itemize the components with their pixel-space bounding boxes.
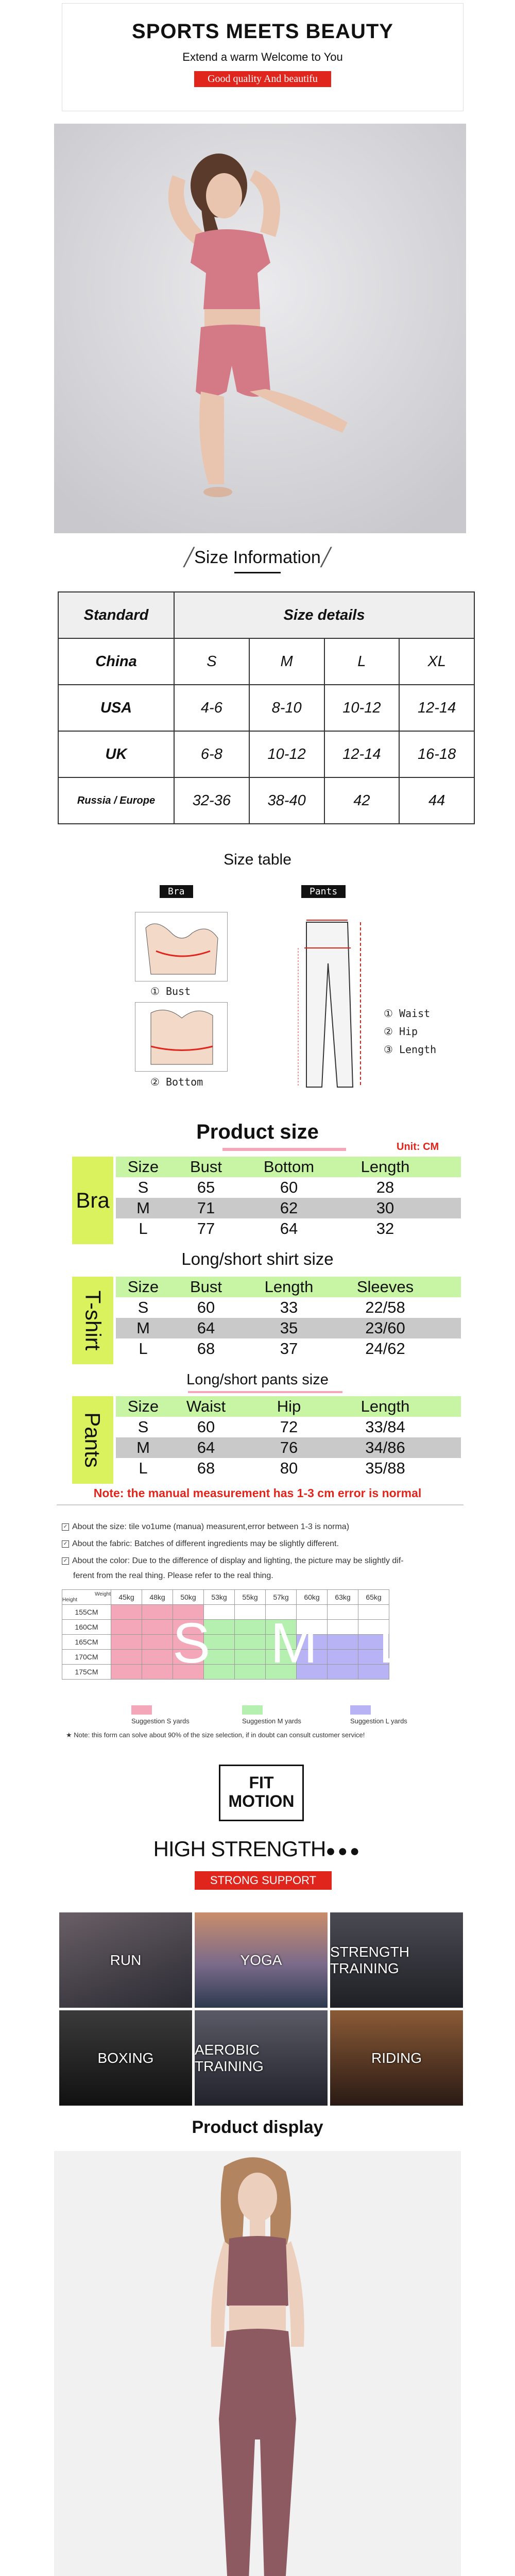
height-header: 175CM xyxy=(62,1665,111,1680)
sport-tile-yoga xyxy=(195,1912,328,2008)
size-row xyxy=(116,1318,461,1338)
dots-icon: ●●● xyxy=(325,1841,362,1860)
bra-side-text: Bra xyxy=(76,1188,110,1212)
size-cell: 35 xyxy=(280,1319,298,1337)
size-cell: 60 xyxy=(197,1418,215,1436)
size-cell: M xyxy=(136,1319,150,1337)
bust-label: ① Bust xyxy=(150,985,191,997)
height-header: 170CM xyxy=(62,1650,111,1665)
height-header: 155CM xyxy=(62,1605,111,1620)
size-row xyxy=(116,1177,461,1198)
size-cell: S xyxy=(138,1178,149,1196)
height-weight-chart xyxy=(62,1589,458,1682)
size-header-cell: Waist xyxy=(186,1397,226,1415)
size-cell: 65 xyxy=(197,1178,215,1196)
sport-label: STRENGTH TRAINING xyxy=(330,1943,409,1976)
size-header-cell: Bust xyxy=(190,1158,222,1176)
checkbox-icon: ✓ xyxy=(62,1523,69,1531)
chart-footnote: ★ Note: this form can solve about 90% of the size selection, if in doubt can consult customer service! xyxy=(66,1731,365,1739)
size-cell: 30 xyxy=(376,1199,394,1217)
sport-tile-boxing xyxy=(59,2010,192,2106)
size-cell: 64 xyxy=(280,1219,298,1238)
size-info-heading: ╱Size Information╱ xyxy=(183,548,332,567)
chart-cell xyxy=(111,1665,142,1680)
table-cell: 44 xyxy=(399,777,474,824)
chart-cell xyxy=(328,1665,358,1680)
table-cell: XL xyxy=(399,638,474,685)
legend-l-swatch xyxy=(350,1705,371,1715)
banner-tag: Good quality And beautifu xyxy=(194,71,331,87)
title-underline xyxy=(222,1148,346,1151)
pants-side-text: Pants xyxy=(81,1412,105,1468)
legend-m-label: Suggestion M yards xyxy=(242,1717,301,1725)
weight-header: 53kg xyxy=(204,1590,235,1605)
size-cell: 33/84 xyxy=(365,1418,405,1436)
table-row xyxy=(58,638,474,685)
size-cell: 37 xyxy=(280,1340,298,1358)
size-cell: 34/86 xyxy=(365,1438,405,1456)
legend-m-swatch xyxy=(242,1705,263,1715)
sport-label: RUN xyxy=(110,1952,142,1968)
size-row xyxy=(116,1437,461,1458)
size-cell: 22/58 xyxy=(365,1298,405,1316)
chart-cell xyxy=(235,1620,266,1635)
about-fabric-text: About the fabric: Batches of different ingredients may be slightly different. xyxy=(72,1539,339,1548)
size-cell: M xyxy=(136,1199,150,1217)
hero-photo xyxy=(54,124,466,533)
row-label: USA xyxy=(58,685,174,731)
row-label: Russia / Europe xyxy=(58,777,174,824)
size-row xyxy=(116,1297,461,1318)
corner-height: Height xyxy=(62,1597,77,1603)
chart-cell xyxy=(328,1605,358,1620)
chart-cell xyxy=(328,1620,358,1635)
row-label: China xyxy=(58,638,174,685)
divider xyxy=(57,1504,464,1505)
size-header-cell: Length xyxy=(360,1158,410,1176)
table-cell: S xyxy=(174,638,249,685)
size-cell: 76 xyxy=(280,1438,298,1456)
size-header-cell: Bottom xyxy=(263,1158,315,1176)
chart-cell xyxy=(235,1605,266,1620)
product-size-title: Product size xyxy=(196,1121,319,1143)
table-row xyxy=(58,731,474,777)
size-cell: L xyxy=(139,1459,148,1477)
table-row xyxy=(58,777,474,824)
table-cell: 10-12 xyxy=(324,685,400,731)
table-cell: 10-12 xyxy=(249,731,324,777)
shirt-side-label xyxy=(72,1277,113,1364)
chart-cell xyxy=(328,1635,358,1650)
size-row xyxy=(116,1417,461,1437)
fit-headline-wrap xyxy=(0,1837,515,1861)
size-header-row xyxy=(116,1396,461,1417)
size-row xyxy=(116,1198,461,1218)
size-cell: L xyxy=(139,1219,148,1238)
waist-label: ① Waist xyxy=(384,1007,431,1020)
header-size-details: Size details xyxy=(174,592,474,638)
product-display-title: Product display xyxy=(192,2117,323,2137)
logo-line1: FIT xyxy=(249,1773,274,1792)
banner-subtitle: Extend a warm Welcome to You xyxy=(182,50,343,63)
sport-label: AEROBIC TRAINING xyxy=(195,2041,264,2074)
chart-cell xyxy=(235,1635,266,1650)
legend-l-label: Suggestion L yards xyxy=(350,1717,407,1725)
sport-tile-run xyxy=(59,1912,192,2008)
size-cell: 71 xyxy=(197,1199,215,1217)
height-weight-table xyxy=(62,1589,389,1680)
size-cell: 23/60 xyxy=(365,1319,405,1337)
size-header-cell: Length xyxy=(264,1278,314,1296)
table-cell: 38-40 xyxy=(249,777,324,824)
pants-title-underline xyxy=(188,1391,342,1393)
length-label: ③ Length xyxy=(384,1043,437,1056)
size-cell: 64 xyxy=(197,1319,215,1337)
shirt-side-text: T-shirt xyxy=(81,1290,106,1351)
bottom-label: ② Bottom xyxy=(150,1076,203,1088)
size-cell: 24/62 xyxy=(365,1340,405,1358)
chart-cell xyxy=(235,1650,266,1665)
chart-cell xyxy=(111,1620,142,1635)
table-cell: L xyxy=(324,638,400,685)
size-table-title: Size table xyxy=(224,851,291,868)
pants-label: Pants xyxy=(301,885,346,898)
about-size xyxy=(62,1522,349,1532)
weight-header: 63kg xyxy=(328,1590,358,1605)
chart-cell xyxy=(328,1650,358,1665)
size-cell: 72 xyxy=(280,1418,298,1436)
weight-header: 48kg xyxy=(142,1590,173,1605)
product-photo xyxy=(54,2151,461,2576)
chart-cell xyxy=(111,1650,142,1665)
size-cell: 77 xyxy=(197,1219,215,1238)
table-cell: 32-36 xyxy=(174,777,249,824)
size-header-cell: Size xyxy=(127,1158,159,1176)
size-cell: 32 xyxy=(376,1219,394,1238)
weight-header: 50kg xyxy=(173,1590,204,1605)
row-label: UK xyxy=(58,731,174,777)
size-cell: 62 xyxy=(280,1199,298,1217)
table-cell: 12-14 xyxy=(399,685,474,731)
shirt-size-title: Long/short shirt size xyxy=(181,1249,334,1268)
size-cell: S xyxy=(138,1418,149,1436)
size-cell: 64 xyxy=(197,1438,215,1456)
checkbox-icon: ✓ xyxy=(62,1557,69,1565)
chart-cell xyxy=(235,1665,266,1680)
size-cell: 68 xyxy=(197,1459,215,1477)
legend-s-label: Suggestion S yards xyxy=(131,1717,190,1725)
chart-cell xyxy=(142,1620,173,1635)
size-row xyxy=(116,1458,461,1479)
chart-cell xyxy=(111,1635,142,1650)
bottom-diagram xyxy=(135,1002,228,1072)
measurement-note: Note: the manual measurement has 1-3 cm error is normal xyxy=(93,1486,422,1500)
table-cell: 6-8 xyxy=(174,731,249,777)
banner-title: SPORTS MEETS BEAUTY xyxy=(132,20,393,43)
heading-underline xyxy=(234,572,281,573)
corner-weight: Weight xyxy=(95,1591,111,1597)
chart-cell xyxy=(111,1605,142,1620)
size-header-cell: Hip xyxy=(277,1397,301,1415)
size-cell: 80 xyxy=(280,1459,298,1477)
size-cell: 60 xyxy=(280,1178,298,1196)
size-header-row xyxy=(116,1157,461,1177)
size-header-cell: Size xyxy=(127,1278,159,1296)
about-size-text: About the size: tile vo1ume (manua) measurent,error between 1-3 is norma) xyxy=(72,1522,350,1531)
support-badge: STRONG SUPPORT xyxy=(195,1871,332,1890)
size-header-cell: Length xyxy=(360,1397,410,1415)
size-m-overlay: M xyxy=(270,1612,318,1675)
size-header-cell: Sleeves xyxy=(356,1278,414,1296)
table-corner xyxy=(62,1590,111,1605)
weight-header: 60kg xyxy=(297,1590,328,1605)
weight-header: 57kg xyxy=(266,1590,297,1605)
size-cell: M xyxy=(136,1438,150,1456)
about-fabric xyxy=(62,1539,339,1549)
sport-label: BOXING xyxy=(97,2049,154,2066)
chart-cell xyxy=(142,1665,173,1680)
size-cell: 33 xyxy=(280,1298,298,1316)
bust-diagram xyxy=(135,912,228,981)
logo-line2: MOTION xyxy=(228,1792,295,1810)
bra-label: Bra xyxy=(160,885,193,898)
hip-label: ② Hip xyxy=(384,1025,418,1038)
header-banner xyxy=(62,3,464,111)
weight-header: 65kg xyxy=(358,1590,389,1605)
sport-label: RIDING xyxy=(371,2049,422,2066)
about-color xyxy=(62,1556,404,1566)
table-cell: 42 xyxy=(324,777,400,824)
pants-side-label xyxy=(72,1396,113,1484)
chart-cell xyxy=(142,1650,173,1665)
about-color-text: About the color: Due to the difference of display and lighting, the picture may be slightly dif- xyxy=(72,1556,404,1565)
size-cell: 28 xyxy=(376,1178,394,1196)
chart-cell xyxy=(142,1605,173,1620)
fit-motion-logo xyxy=(219,1765,304,1821)
bra-side-label xyxy=(72,1157,113,1244)
sport-label: YOGA xyxy=(240,1952,282,1968)
about-color-cont: ferent from the real thing. Please refer to the real thing. xyxy=(73,1571,273,1580)
table-cell: M xyxy=(249,638,324,685)
height-header: 165CM xyxy=(62,1635,111,1650)
table-cell: 8-10 xyxy=(249,685,324,731)
size-cell: 35/88 xyxy=(365,1459,405,1477)
size-cell: L xyxy=(139,1340,148,1358)
size-header-cell: Bust xyxy=(190,1278,222,1296)
size-s-overlay: S xyxy=(173,1612,211,1675)
weight-header: 45kg xyxy=(111,1590,142,1605)
sport-tile-riding xyxy=(330,2010,463,2106)
size-header-cell: Size xyxy=(127,1397,159,1415)
size-info-table xyxy=(58,591,475,824)
weight-header: 55kg xyxy=(235,1590,266,1605)
size-row xyxy=(116,1338,461,1359)
size-cell: S xyxy=(138,1298,149,1316)
height-header: 160CM xyxy=(62,1620,111,1635)
table-cell: 12-14 xyxy=(324,731,400,777)
sport-tile-aerobic xyxy=(195,2010,328,2106)
fit-headline: HIGH STRENGTH xyxy=(153,1837,326,1861)
size-row xyxy=(116,1218,461,1239)
table-cell: 16-18 xyxy=(399,731,474,777)
checkbox-icon: ✓ xyxy=(62,1540,69,1548)
sport-tile-strength xyxy=(330,1912,463,2008)
legend-s-swatch xyxy=(131,1705,152,1715)
table-row xyxy=(58,685,474,731)
size-l-overlay: L xyxy=(379,1612,410,1675)
size-cell: 60 xyxy=(197,1298,215,1316)
pants-size-title: Long/short pants size xyxy=(186,1371,329,1388)
unit-label: Unit: CM xyxy=(397,1141,439,1153)
chart-cell xyxy=(142,1635,173,1650)
size-cell: 68 xyxy=(197,1340,215,1358)
header-standard: Standard xyxy=(58,592,174,638)
table-cell: 4-6 xyxy=(174,685,249,731)
size-info-title: Size Information xyxy=(194,548,321,567)
size-header-row xyxy=(116,1277,461,1297)
pants-diagram xyxy=(286,917,368,1092)
